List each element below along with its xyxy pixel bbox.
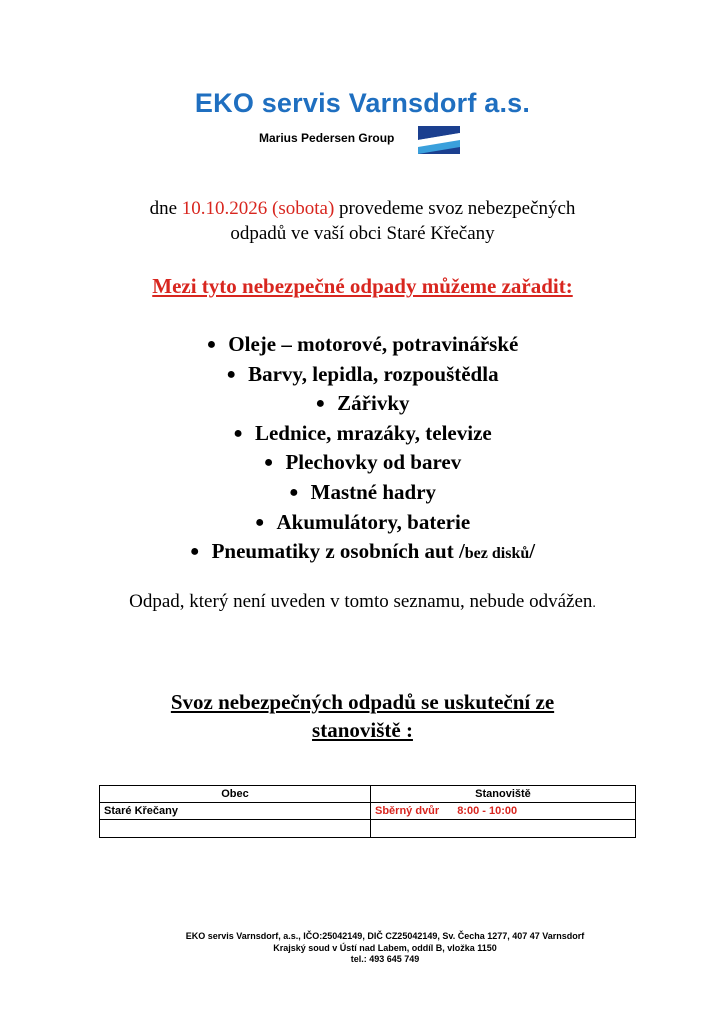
- waste-list-heading: Mezi tyto nebezpečné odpady můžeme zařadit:: [152, 274, 573, 298]
- footer-company-line: EKO servis Varnsdorf, a.s., IČO:25042149, DIČ CZ25042149, Sv. Čecha 1277, 407 47 Varnsdorf: [185, 931, 585, 941]
- location-table: [99, 785, 636, 838]
- bullet-icon: ●: [263, 454, 274, 472]
- intro-line-1-rest: provedeme svoz nebezpečných: [334, 198, 576, 219]
- list-item: [0, 330, 725, 360]
- list-item-text: Plechovky od barev: [285, 450, 462, 475]
- intro-prefix: dne: [149, 198, 182, 219]
- note-text: Odpad, který není uveden v tomto seznamu, nebude odvážen: [129, 591, 593, 612]
- cell-stanoviste: [371, 803, 636, 820]
- list-item-text: Lednice, mrazáky, televize: [254, 420, 492, 445]
- footer-phone-line: tel.: 493 645 749: [350, 954, 420, 964]
- note-end: .: [592, 596, 596, 611]
- time-range: 8:00 - 10:00: [457, 805, 518, 817]
- column-header-obec: Obec: [100, 786, 371, 803]
- list-item-text: Barvy, lepidla, rozpouštědla: [248, 361, 499, 386]
- cell-obec: Staré Křečany: [100, 803, 371, 820]
- footer-court-line: Krajský soud v Ústí nad Labem, oddíl B, vložka 1150: [273, 942, 497, 953]
- list-item-text: Mastné hadry: [310, 479, 437, 504]
- bullet-icon: ●: [288, 483, 299, 501]
- list-item-note: bez disků: [464, 545, 530, 563]
- bullet-icon: ●: [233, 424, 243, 442]
- bullet-icon: ●: [206, 336, 217, 353]
- table-row: [100, 820, 636, 838]
- bullet-icon: ●: [315, 395, 326, 413]
- cell-empty: [371, 820, 636, 838]
- list-item: [0, 389, 725, 419]
- column-header-stanoviste: Stanoviště: [371, 786, 636, 803]
- cell-empty: [100, 820, 371, 838]
- waste-list: [0, 330, 725, 567]
- list-item-text: Akumulátory, baterie: [276, 509, 471, 534]
- list-item: [0, 448, 725, 478]
- place-name: Sběrný dvůr: [375, 805, 440, 817]
- list-item-text: Zářivky: [337, 391, 410, 416]
- list-item-end: /: [529, 539, 536, 564]
- collection-heading-line-2: stanoviště :: [312, 718, 413, 742]
- intro-line-1: [0, 196, 725, 221]
- bullet-icon: ●: [254, 513, 265, 531]
- collection-date: 10.10.2026 (sobota): [181, 198, 335, 219]
- marius-pedersen-logo-icon: [418, 126, 460, 154]
- list-item: [0, 508, 725, 538]
- collection-heading-line-1: Svoz nebezpečných odpadů se uskuteční ze: [170, 690, 555, 714]
- list-item: [0, 419, 725, 449]
- intro-text: [0, 196, 725, 246]
- collection-heading: [0, 688, 725, 744]
- group-name: Marius Pedersen Group: [259, 131, 395, 145]
- list-item-text: Pneumatiky z osobních aut /: [211, 539, 465, 564]
- list-item: [0, 537, 725, 567]
- bullet-icon: ●: [189, 543, 200, 561]
- company-title: EKO servis Varnsdorf a.s.: [194, 88, 531, 118]
- list-item-text: Oleje – motorové, potravinářské: [228, 332, 519, 356]
- table-row: [100, 803, 636, 820]
- exclusion-note: [0, 591, 725, 613]
- list-item: [0, 478, 725, 508]
- table-header-row: [100, 786, 636, 803]
- intro-line-2: odpadů ve vaší obci Staré Křečany: [230, 223, 495, 244]
- list-item: [0, 360, 725, 390]
- bullet-icon: ●: [226, 365, 237, 383]
- footer: [0, 931, 725, 966]
